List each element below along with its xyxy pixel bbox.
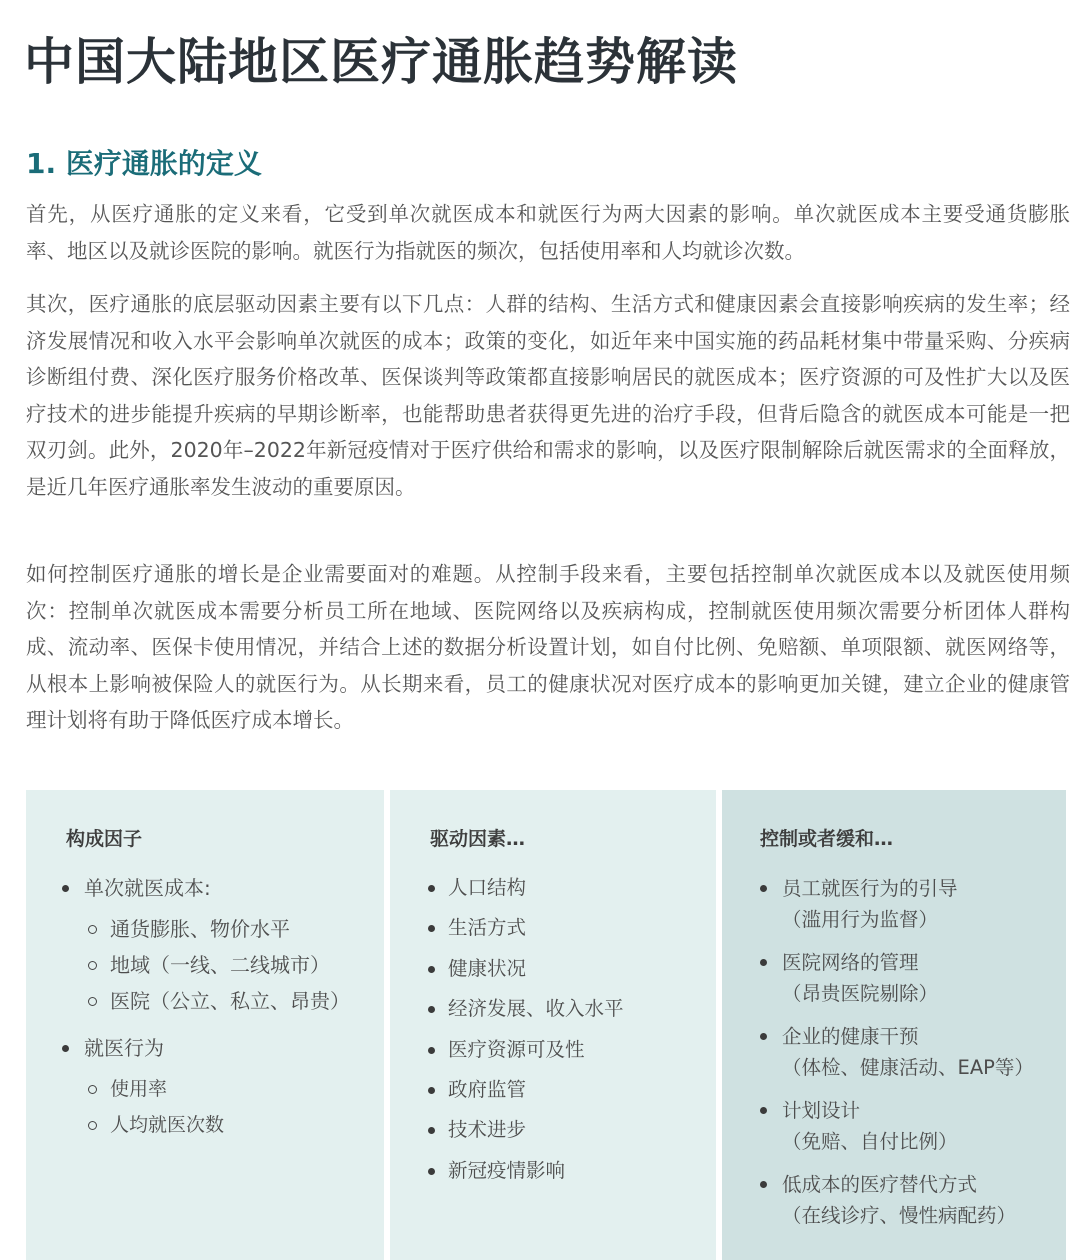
list-item: 政府监管 — [390, 1075, 716, 1105]
sub-list-item: 人均就医次数 — [26, 1107, 384, 1143]
paragraph-control: 如何控制医疗通胀的增长是企业需要面对的难题。从控制手段来看，主要包括控制单次就医成本以及就医使用频次：控制单次就医成本需要分析员工所在地域、医院网络以及疾病构成，控制就医使用频次需要分析团体人群构成、流动率、医保卡使用情况，并结合上述的数据分析设置计划，如自付比例、免赔额、单项限额、就医网络等，从根本上影响被保险人的就医行为。从长期来看，员工的健康状况对医疗成本的影响更加关键，建立企业的健康管理计划将有助于降低医疗成本增长。 — [26, 562, 1070, 733]
column-title: 控制或者缓和… — [760, 828, 894, 850]
list-item-note: （在线诊疗、慢性病配药） — [782, 1204, 1017, 1227]
list-item-note: （免赔、自付比例） — [782, 1130, 958, 1153]
sub-list-item: 医院（公立、私立、昂贵） — [26, 983, 384, 1019]
list-item: 新冠疫情影响 — [390, 1156, 716, 1186]
list-item — [722, 1169, 1066, 1231]
control-list — [722, 873, 1066, 1231]
list-item: 经济发展、收入水平 — [390, 994, 716, 1024]
list-item: 人口结构 — [390, 873, 716, 903]
paragraph-definition: 首先，从医疗通胀的定义来看，它受到单次就医成本和就医行为两大因素的影响。单次就医成本主要受通货膨胀率、地区以及就诊医院的影响。就医行为指就医的频次，包括使用率和人均就诊次数。 — [26, 202, 1070, 263]
list-item-label: 就医行为 — [84, 1036, 164, 1060]
list-item-label: 企业的健康干预 — [782, 1025, 919, 1048]
sub-list-item: 使用率 — [26, 1071, 384, 1107]
list-item-note: （体检、健康活动、EAP等） — [782, 1056, 1034, 1079]
list-item: 健康状况 — [390, 954, 716, 984]
list-item-label: 低成本的医疗替代方式 — [782, 1173, 978, 1196]
section-heading: 1. 医疗通胀的定义 — [26, 147, 262, 180]
list-item: 医疗资源可及性 — [390, 1035, 716, 1065]
page-title: 中国大陆地区医疗通胀趋势解读 — [24, 33, 738, 91]
column-title: 驱动因素… — [430, 828, 526, 850]
list-item — [722, 1095, 1066, 1157]
paragraph-drivers: 其次，医疗通胀的底层驱动因素主要有以下几点：人群的结构、生活方式和健康因素会直接影响疾病的发生率；经济发展情况和收入水平会影响单次就医的成本；政策的变化，如近年来中国实施的药品耗材集中带量采购、分疾病诊断组付费、深化医疗服务价格改革、医保谈判等政策都直接影响居民的就医成本；医疗资源的可及性扩大以及医疗技术的进步能提升疾病的早期诊断率，也能帮助患者获得更先进的治疗手段，但背后隐含的就医成本可能是一把双刃剑。此外，2020年–2022年新冠疫情对于医疗供给和需求的影响，以及医疗限制解除后就医需求的全面释放，是近几年医疗通胀率发生波动的重要原因。 — [26, 292, 1070, 499]
column-drivers — [390, 790, 716, 1260]
list-item-label: 单次就医成本: — [84, 876, 211, 900]
driver-list — [390, 873, 716, 1186]
column-controls — [722, 790, 1066, 1260]
column-title: 构成因子 — [66, 828, 143, 850]
list-item: 技术进步 — [390, 1115, 716, 1145]
list-item: 生活方式 — [390, 913, 716, 943]
factor-table — [26, 790, 1066, 1260]
list-item-label: 员工就医行为的引导 — [782, 877, 958, 900]
list-item — [722, 947, 1066, 1009]
list-item — [722, 1021, 1066, 1083]
factor-list — [26, 873, 384, 1143]
column-factors — [26, 790, 384, 1260]
list-item — [26, 873, 384, 1019]
list-item-label: 医院网络的管理 — [782, 951, 919, 974]
sub-list-item: 通货膨胀、物价水平 — [26, 911, 384, 947]
list-item — [722, 873, 1066, 935]
sub-list-item: 地域（一线、二线城市） — [26, 947, 384, 983]
list-item-note: （昂贵医院剔除） — [782, 982, 939, 1005]
list-item-note: （滥用行为监督） — [782, 908, 939, 931]
list-item-label: 计划设计 — [782, 1099, 861, 1122]
list-item — [26, 1033, 384, 1143]
